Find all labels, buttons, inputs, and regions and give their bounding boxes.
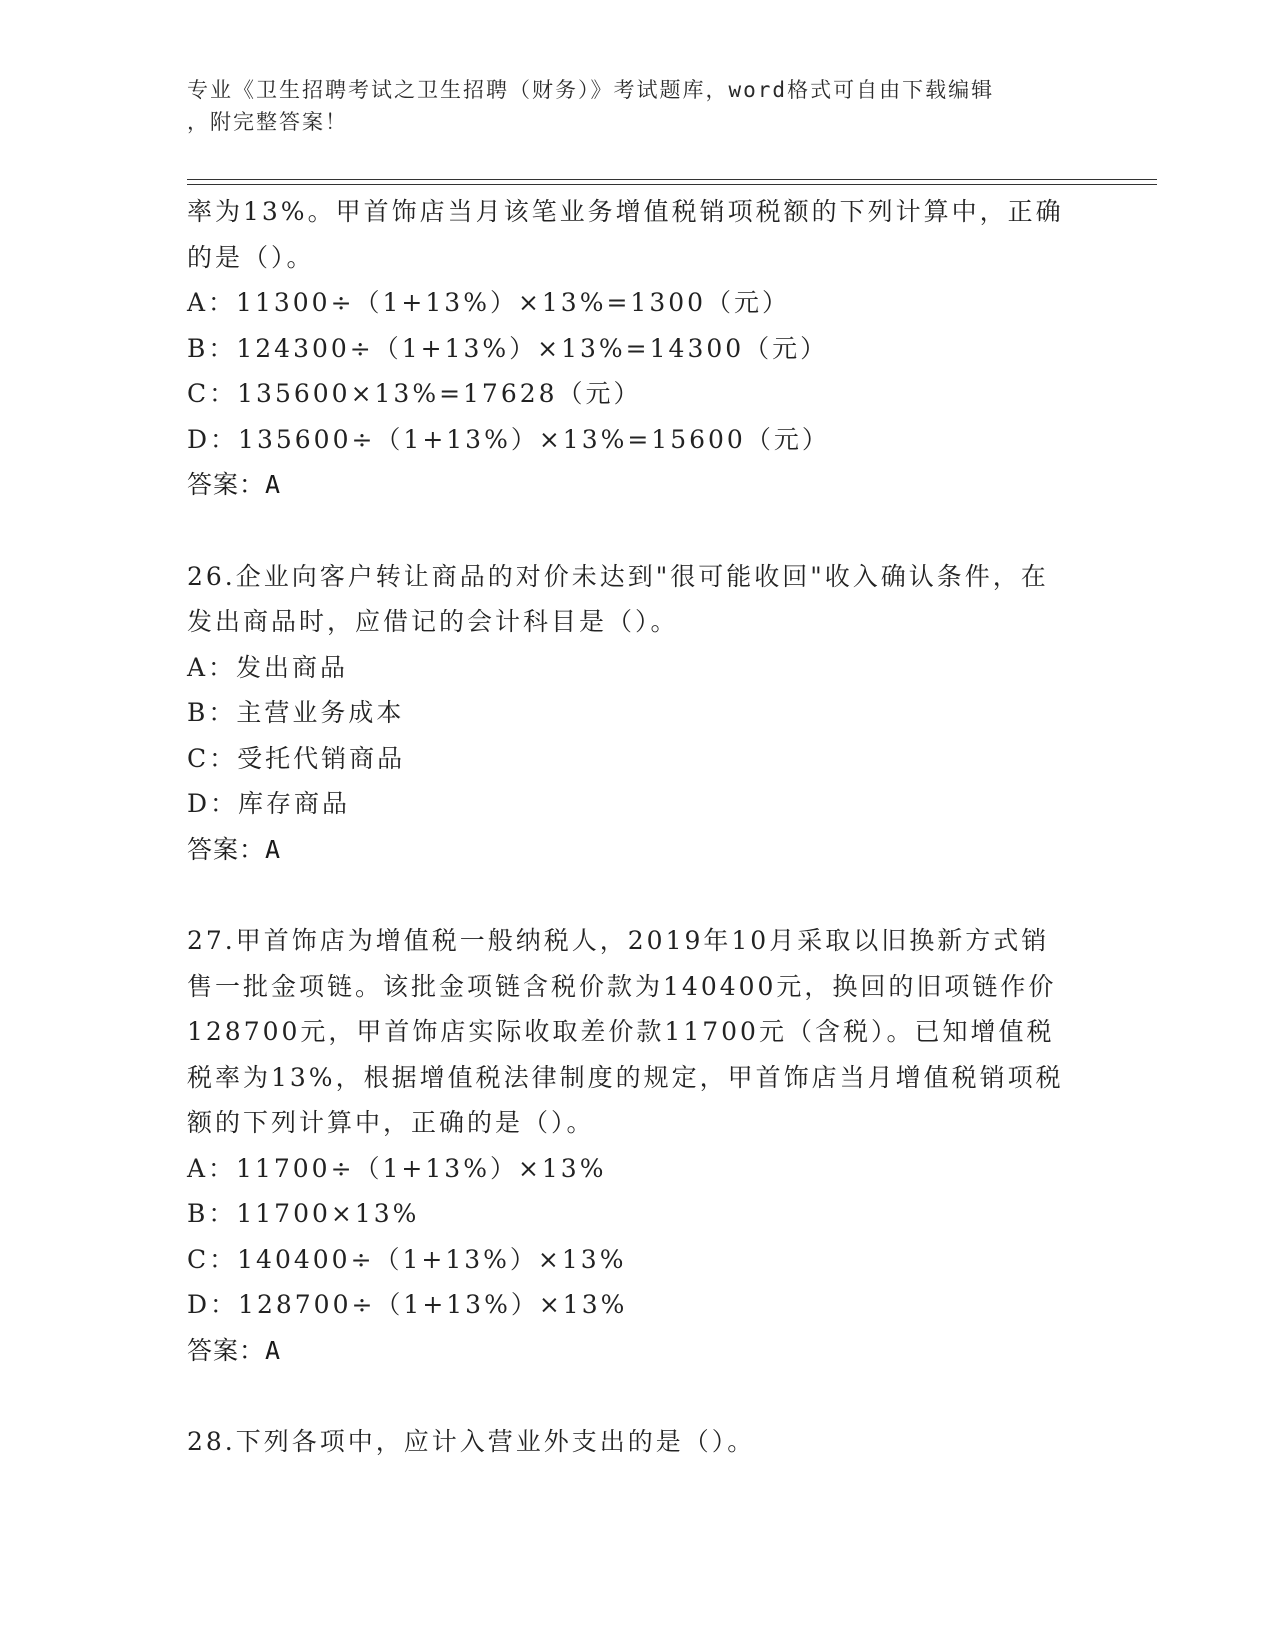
question-text-line: 税率为13%，根据增值税法律制度的规定，甲首饰店当月增值税销项税 [187,1062,1064,1092]
answer-line: 答案：A [187,470,282,499]
answer-line: 答案：A [187,834,282,864]
option-d: D：128700÷（1+13%）×13% [187,1290,628,1319]
header-line-1: 专业《卫生招聘考试之卫生招聘（财务）》考试题库，word格式可自由下载编辑 [187,78,995,102]
question-text-line: 26.企业向客户转让商品的对价未达到"很可能收回"收入确认条件，在 [187,561,1049,591]
question-26 [187,554,1087,873]
spacer [187,508,1087,554]
question-text-line: 28.下列各项中，应计入营业外支出的是（）。 [187,1427,756,1456]
question-text-line: 128700元，甲首饰店实际收取差价款11700元（含税）。已知增值税 [187,1017,1055,1046]
question-text-line: 售一批金项链。该批金项链含税价款为140400元，换回的旧项链作价 [187,971,1057,1001]
question-27 [187,918,1087,1373]
option-d: D：库存商品 [187,789,351,818]
spacer [187,1373,1087,1419]
question-text-line: 27.甲首饰店为增值税一般纳税人，2019年10月采取以旧换新方式销 [187,926,1050,955]
option-b: B：124300÷（1+13%）×13%=14300（元） [187,333,829,363]
question-28 [187,1419,1087,1465]
question-content [187,189,1087,1465]
question-text-line: 额的下列计算中，正确的是（）。 [187,1108,595,1137]
answer-line: 答案：A [187,1335,282,1365]
header-rule-bottom [187,184,1157,185]
option-a: A：发出商品 [187,652,349,682]
header-line-2: ，附完整答案！ [187,110,348,134]
option-d: D：135600÷（1+13%）×13%=15600（元） [187,424,830,454]
question-25-continued [187,189,1087,508]
question-text-line: 发出商品时，应借记的会计科目是（）。 [187,607,679,636]
option-c: C：140400÷（1+13%）×13% [187,1244,627,1274]
option-c: C：135600×13%=17628（元） [187,379,642,408]
header-rule-top [187,179,1157,180]
question-text-line: 的是（）。 [187,242,315,272]
option-a: A：11300÷（1+13%）×13%=1300（元） [187,288,791,317]
question-text-line: 率为13%。甲首饰店当月该笔业务增值税销项税额的下列计算中，正确 [187,197,1064,226]
document-header [187,74,1087,138]
option-a: A：11700÷（1+13%）×13% [187,1153,607,1183]
option-b: B：主营业务成本 [187,698,405,727]
spacer [187,872,1087,918]
option-b: B：11700×13% [187,1199,420,1228]
option-c: C：受托代销商品 [187,743,406,773]
